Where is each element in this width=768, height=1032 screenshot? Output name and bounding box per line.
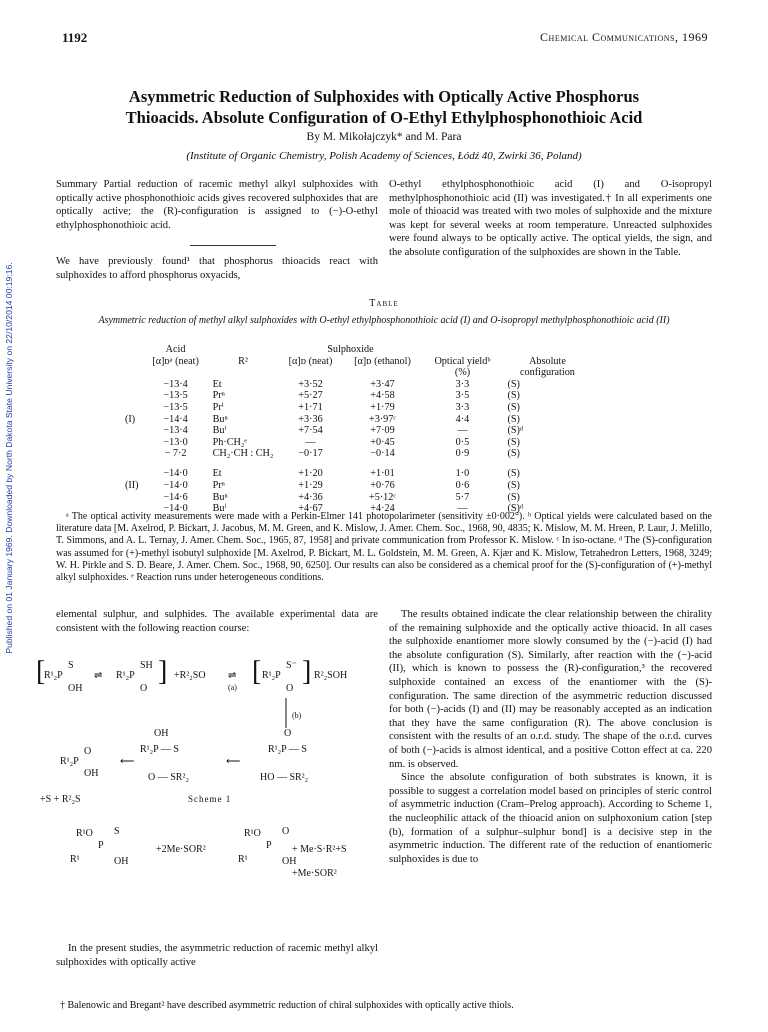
cell-label <box>120 425 144 437</box>
table-row <box>120 425 592 437</box>
left-mid-text: elemental sulphur, and sulphides. The available experimental data are consistent with the following reaction course: <box>56 609 378 634</box>
reactant-s: S <box>114 826 120 837</box>
cell-yield: 0·9 <box>455 448 470 460</box>
cell-r2: Buⁿ <box>212 413 228 425</box>
cell-r2: Buⁿ <box>212 491 228 503</box>
affiliation: (Institute of Organic Chemistry, Polish Academy of Sciences, Łódź 40, Zwirki 36, Poland) <box>186 150 582 162</box>
cell-config: (S) <box>507 491 520 503</box>
cell-ethanol: +1·01 <box>370 467 395 479</box>
anion-o: O <box>286 683 294 694</box>
cell-config: (S)ᵈ <box>507 503 524 515</box>
reactant-oh: OH <box>114 856 129 867</box>
cell-ethanol: +5·12ᶜ <box>368 491 396 503</box>
cell-ethanol: +0·76 <box>370 479 395 491</box>
table-row <box>120 414 592 426</box>
thioacid-oh: OH <box>68 683 83 694</box>
cell-yield: 0·6 <box>455 479 470 491</box>
left-bottom-text: In the present studies, the asymmetric reduction of racemic methyl alkyl sulphoxides with optically active <box>56 943 378 968</box>
cell-neat: — <box>305 436 316 448</box>
cell-label: (I) <box>125 413 136 425</box>
table-row <box>120 437 592 449</box>
col-r2: R² <box>238 355 248 367</box>
cell-neat: +4·36 <box>298 491 323 503</box>
left-mid-paragraph <box>56 608 378 635</box>
cell-ethanol: +4·24 <box>370 503 395 515</box>
title-line-2: Thioacids. Absolute Configuration of O-Ethyl Ethylphosphonothioic Acid <box>125 108 643 127</box>
cell-yield: — <box>457 425 468 437</box>
right-body <box>389 608 712 866</box>
oxyacid: R¹₂P <box>60 756 79 767</box>
intermediate-o: O — SR²₂ <box>148 772 189 783</box>
cell-neat: +7·54 <box>298 425 323 437</box>
cell-config: (S) <box>507 436 520 448</box>
sulphoxide-reagent: +R²₂SO <box>174 670 206 681</box>
oxyacid-oh: OH <box>84 768 99 779</box>
bracket-left-2: [ <box>252 656 262 687</box>
adduct-o: O <box>284 728 292 739</box>
cell-acid: − 7·2 <box>164 448 187 460</box>
thioacid-left: R¹₂P <box>44 670 63 681</box>
cell-yield: 4·4 <box>455 413 470 425</box>
group-sulphoxide: Sulphoxide <box>327 344 374 355</box>
cell-config: (S) <box>507 413 520 425</box>
col-acid: [α]ᴅᵃ (neat) <box>152 355 199 367</box>
table-heading: Table <box>369 298 399 309</box>
cell-neat: +1·29 <box>298 479 323 491</box>
arrow-left-1: ⟵ <box>120 756 135 767</box>
table-row <box>120 390 592 402</box>
thiol-o: O <box>140 683 148 694</box>
cell-label <box>120 379 144 391</box>
cell-ethanol: +3·97ᶜ <box>368 413 396 425</box>
cell-acid: −14·6 <box>163 491 188 503</box>
equilibrium-arrow-2: ⇌ <box>228 670 237 681</box>
table-row <box>120 460 592 480</box>
col-ethanol: [α]ᴅ (ethanol) <box>354 355 411 367</box>
byproducts: +S + R²₂S <box>40 794 81 805</box>
cell-acid: −13·0 <box>163 436 188 448</box>
results-table <box>120 344 592 515</box>
reactant-p: P <box>98 840 104 851</box>
cell-acid: −13·4 <box>163 425 188 437</box>
cell-r2: Prⁱ <box>212 401 224 413</box>
cell-acid: −13·5 <box>163 390 188 402</box>
cell-config: (S) <box>507 390 520 402</box>
cell-r2: Buⁱ <box>212 425 227 437</box>
cell-r2: CH₂·CH : CH₂ <box>212 448 274 460</box>
cell-r2: Et <box>212 467 222 479</box>
article-title <box>40 86 728 128</box>
cell-r2: Prⁿ <box>212 390 225 402</box>
left-bottom-paragraph <box>56 942 378 969</box>
table-row <box>120 402 592 414</box>
footnotes-text: ᵃ The optical activity measurements were made with a Perkin-Elmer 141 photopolarimeter (sensitivity ±0·002°). ᵇ Optical yields were calculated based on the literature data [M. Axelrod, P. Bickart, J. Jacobus, M. M. Green, and K. Mislow, J. Amer. Chem. Soc., 1968, 90, 4835; K. Mislow, M. M. Hreen, P. Laur, J. Melillo, T. Simmons, and A. L. Ternay, J. Amer. Chem. Soc., 1965, 87, 1958] and private communication from Professor K. Mislow. ᶜ In iso-octane. ᵈ The (S)-configuration was assumed for (+)-methyl isobutyl sulphoxide [M. Axelrod, P. Bickart, M. L. Goldstein, M. M. Green, A. Kjær and K. Mislow, Tetrahedron Letters, 1968, 3249; W. H. Pirkle and S. D. Beare, J. Amer. Chem. Soc., 1968, 90, 6250]. Our results can also be considered as a chemical proof for the (S)-configuration of (+)-methyl alkyl sulphoxides. ᵉ Reaction runs under heterogeneous conditions. <box>56 511 712 584</box>
col-yield: Optical yieldᵇ (%) <box>434 355 491 379</box>
cell-yield: 3·3 <box>455 378 470 390</box>
cell-neat: +3·52 <box>298 378 323 390</box>
anion-p: R¹₂P <box>262 670 281 681</box>
cell-neat: +5·27 <box>298 390 323 402</box>
cell-neat: +1·20 <box>298 467 323 479</box>
thiol-sh: SH <box>140 660 153 671</box>
authors: By M. Mikołajczyk* and M. Para <box>306 131 462 143</box>
intro-paragraph <box>56 255 378 282</box>
cell-r2: Et <box>212 378 222 390</box>
bracket-right: ] <box>158 656 168 687</box>
summary-text: Summary Partial reduction of racemic methyl alkyl sulphoxides with optically active phosphonothioic acids gives recovered sulphoxides that are optically active; the (R)-configuration is assigned to (−)-O-ethyl ethylphosphonothioic acid. <box>56 179 378 231</box>
right-body-text-2: Since the absolute configuration of both substrates is known, it is possible to suggest a correlation model based on principles of steric control of asymmetric induction (Cram–Prelog approach). According to Scheme 1, the nucleophilic attack of the thioacid anion on sulphoxonium cation [step (b), formation of a sulphur–sulphur bond] is a decisive step in the asymmetric induction. The different rate of the reduction of enantiomeric sulphoxides is due to <box>389 772 712 865</box>
adduct-p: R¹₂P — S <box>268 744 307 755</box>
table-row <box>120 448 592 460</box>
cell-neat: −0·17 <box>298 448 323 460</box>
download-watermark: Published on 01 January 1969. Downloaded by North Dakota State University on 22/10/2014 00:19:16. <box>4 262 14 654</box>
table-row <box>120 480 592 492</box>
cell-acid: −14·0 <box>163 503 188 515</box>
summary-paragraph <box>56 178 378 232</box>
thiol-form: R¹₂P <box>116 670 135 681</box>
step-b: (b) <box>292 711 302 720</box>
bracket-left: [ <box>36 656 46 687</box>
cell-yield: 3·3 <box>455 401 470 413</box>
cell-acid: −14·0 <box>163 479 188 491</box>
cell-label <box>120 437 144 449</box>
equilibrium-arrow: ⇌ <box>94 670 103 681</box>
cell-yield: — <box>457 503 468 515</box>
cell-neat: +1·71 <box>298 401 323 413</box>
adduct-ho: HO — SR²₂ <box>260 772 309 783</box>
cell-config: (S) <box>507 448 520 460</box>
product-r: R¹ <box>238 854 248 865</box>
reagent: +2Me·SOR² <box>156 844 206 855</box>
cell-config: (S) <box>507 467 520 479</box>
col-neat: [α]ᴅ (neat) <box>288 355 333 367</box>
right-body-text: The results obtained indicate the clear relationship between the chirality of the remaining sulphoxide and the optically active thioacid. In all cases the sulphoxide enantiomer more slowly consumed by the (−)-acid (I) had the absolute configuration (S). Similarly, after reaction with the (−)-acid (II), which is known to possess the (R)-configuration,³ the recovered sulphoxide contained an excess of the enantiomer with the (S)-configuration. The same direction of the asymmetric reduction discussed for both (−)-acids (I) and (II) may be reasonably accepted as an indication that they have the same configuration (R). The above conclusion is consistent with the results of an o.r.d. study. The shape of the o.r.d. curves of both (−)-acids is almost identical, and a positive Cotton effect at ca. 220 nm. is observed. <box>389 609 712 770</box>
cell-ethanol: +0·45 <box>370 436 395 448</box>
products: + Me·S·R²+S <box>292 844 347 855</box>
sulphoxonium: R²₂SOH <box>314 670 348 681</box>
cell-config: (S) <box>507 378 520 390</box>
cell-yield: 0·5 <box>455 436 470 448</box>
cell-acid: −14·0 <box>163 467 188 479</box>
scheme-label: Scheme 1 <box>188 794 232 804</box>
cell-label <box>120 460 144 480</box>
cell-ethanol: +4·58 <box>370 390 395 402</box>
group-acid: Acid <box>165 344 186 355</box>
cell-acid: −13·4 <box>163 378 188 390</box>
cell-config: (S)ᵈ <box>507 425 524 437</box>
cell-neat: +4·67 <box>298 503 323 515</box>
table-footnotes <box>56 511 712 584</box>
cell-r2: Prⁿ <box>212 479 225 491</box>
intermediate-p: R¹₂P — S <box>140 744 179 755</box>
cell-config: (S) <box>507 479 520 491</box>
product-o: O <box>282 826 290 837</box>
reactant-ro: R¹O <box>76 828 93 839</box>
intro-text: We have previously found¹ that phosphorus thioacids react with sulphoxides to afford phosphorus oxyacids, <box>56 256 378 281</box>
arrow-left-2: ⟵ <box>226 756 241 767</box>
cell-acid: −13·5 <box>163 401 188 413</box>
reaction-scheme <box>30 656 380 946</box>
step-a: (a) <box>228 683 237 692</box>
product-p: P <box>266 840 272 851</box>
intermediate-oh: OH <box>154 728 169 739</box>
journal-name: Chemical Communications, 1969 <box>540 30 708 44</box>
col-config: Absolute configuration <box>520 355 575 379</box>
table-row <box>120 379 592 391</box>
cell-neat: +3·36 <box>298 413 323 425</box>
summary-divider <box>190 245 276 246</box>
table-caption: Asymmetric reduction of methyl alkyl sulphoxides with O-ethyl ethylphosphonothioic acid (I) and O-isopropyl methylphosphonothioic acid (II) <box>98 315 670 326</box>
cell-acid: −14·4 <box>163 413 188 425</box>
cell-label: (II) <box>125 479 139 491</box>
cell-ethanol: −0·14 <box>370 448 395 460</box>
thioacid-s: S <box>68 660 74 671</box>
cell-yield: 3·5 <box>455 390 470 402</box>
page-number: 1192 <box>62 30 88 45</box>
cell-ethanol: +3·47 <box>370 378 395 390</box>
cell-label <box>120 492 144 504</box>
anion-s: S⁻ <box>286 660 297 671</box>
cell-r2: Buⁱ <box>212 503 227 515</box>
oxyacid-o: O <box>84 746 92 757</box>
bracket-right-2: ] <box>302 656 312 687</box>
cell-label <box>120 448 144 460</box>
cell-ethanol: +7·09 <box>370 425 395 437</box>
reactant-r: R¹ <box>70 854 80 865</box>
product-oh: OH <box>282 856 297 867</box>
cell-config: (S) <box>507 401 520 413</box>
title-line-1: Asymmetric Reduction of Sulphoxides with Optically Active Phosphorus <box>128 87 640 106</box>
cell-label <box>120 402 144 414</box>
cell-ethanol: +1·79 <box>370 401 395 413</box>
right-top-paragraph <box>389 178 712 260</box>
cell-r2: Ph·CH₂ᵉ <box>212 436 248 448</box>
cell-yield: 5·7 <box>455 491 470 503</box>
product2: +Me·SOR² <box>292 868 337 879</box>
cell-label <box>120 390 144 402</box>
cell-yield: 1·0 <box>455 467 470 479</box>
right-top-text: O-ethyl ethylphosphonothioic acid (I) and O-isopropyl methylphosphonothioic acid (II) was investigated.† In all experiments one mole of thioacid was treated with two moles of sulphoxide and the mixture was kept for several weeks at room temperature. Unreacted sulphoxides were found always to be optically active. The optical yields, the sign, and the absolute configuration of the sulphoxides are shown in the Table. <box>389 179 712 258</box>
dagger-footnote: † Balenowic and Bregant² have described asymmetric reduction of chiral sulphoxides with optically active thiols. <box>60 1000 514 1011</box>
table-row <box>120 492 592 504</box>
product-ro: R¹O <box>244 828 261 839</box>
